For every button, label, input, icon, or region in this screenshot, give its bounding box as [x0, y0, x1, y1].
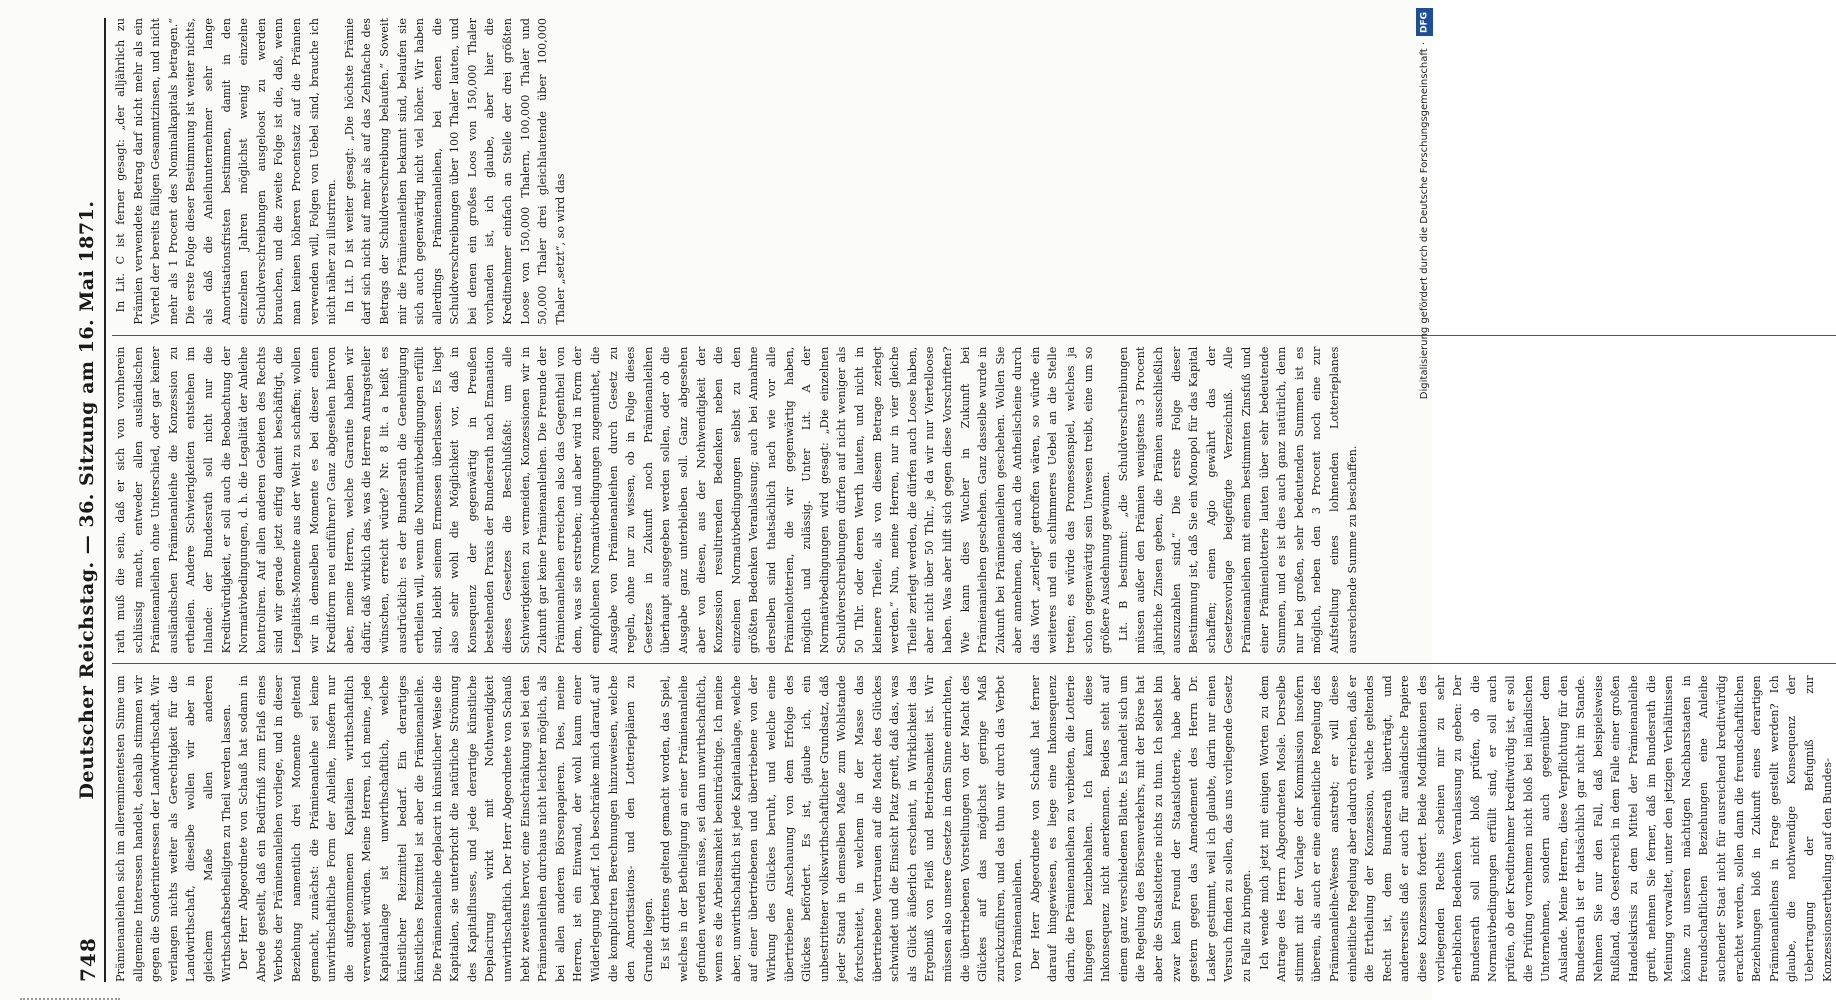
column-1: [112, 675, 1836, 982]
column-3: [112, 18, 1836, 325]
scan-edge-dots: [20, 984, 120, 1000]
column-rule: [112, 663, 1836, 664]
dfg-logo: DFG: [1416, 8, 1433, 36]
running-head: Deutscher Reichstag. — 36. Sitzung am 16. Mai 1871.: [76, 200, 98, 800]
digitization-credit-text: Digitalisierung gefördert durch die Deutsche Forschungsgemeinschaft ·: [1418, 42, 1430, 400]
digitization-credit: [1414, 8, 1434, 908]
column-rule: [112, 335, 1836, 336]
column-2: [112, 347, 1836, 654]
paragraph: In Lit. D ist weiter gesagt: „Die höchste Prämie darf sich nicht auf mehr als auf das Zehnfache des Betrags der Schuldverschreibung belaufen.“ Soweit mir die Prämienanleihen bekannt sind, belaufen sie sich auch gegenwärtig nicht viel höher. Wir haben allerdings Prämienanleihen, bei denen die Schuldverschreibungen über 100 Thaler lauten, und bei denen ein großes Loos von 150,000 Thaler vorhanden ist, ich glaube, aber hier die Kreditnehmer einfach an Stelle der drei größten Loose von 150,000 Thalern, 100,000 Thaler und 50,000 Thaler drei gleichlautende über 100,000 Thaler „setzt“, so wird das: [342, 18, 567, 325]
paragraph: In Lit. C ist ferner gesagt: „der alljährlich zu Prämien verwendete Betrag darf nicht mehr als ein Viertel der bereits fälligen Gesammtzinsen, und nicht mehr als 1 Procent des Nominalkapitals betragen.“ Die erste Folge dieser Bestimmung ist weiter nichts, als daß die Anleihunternehmer sehr lange Amortisationsfristen bestimmen, damit in den einzelnen Jahren möglichst wenig einzelne Schuldverschreibungen ausgeloost zu werden brauchen, und die zweite Folge ist die, daß, wenn man keinen höheren Procentsatz auf die Prämien verwenden will, Folgen von Uebel sind, brauche ich nicht näher zu illustriren.: [114, 18, 339, 325]
paragraph: Prämienanleihen sich im allereminentesten Sinne um allgemeine Interessen handelt, deshalb stimmen wir gegen die Sonderinteressen der Landwirthschaft. Wir verlangen nichts weiter als Gerechtigkeit für die Landwirthschaft, dieselbe wollen wir aber in gleichem Maße allen anderen Wirthschaftsbetheiligten zu Theil werden lassen.: [114, 675, 233, 982]
paragraph: Ich wende mich jetzt mit einigen Worten zu dem Antrage des Herrn Abgeordneten Mosle. Derselbe stimmt mit der Vorlage der Kommission insofern überein, als auch er eine einheitliche Regelung des Prämienanleihe-Wesens anstrebt; er will diese einheitliche Regelung aber dadurch erreichen, daß er die Ertheilung der Konzession, welche geltendes Recht ist, dem Bundesrath überträgt, und andererseits daß er auch für ausländische Papiere diese Konzession fordert. Beide Modifikationen des vorliegenden Rechts scheinen mir zu sehr erheblichen Bedenken Veranlassung zu geben: Der Bundesrath soll nicht bloß prüfen, ob die Normativbedingungen erfüllt sind, er soll auch prüfen, ob der Kreditnehmer kreditwürdig ist, er soll die Prüfung vornehmen nicht bloß bei inländischen Unternehmen, sondern auch gegenüber dem Auslande. Meine Herren, diese Verpflichtung für den Bundesrath ist er thatsächlich gar nicht im Stande. Nehmen Sie nur den Fall, daß beispielsweise Rußland, das Oesterreich in dem Falle einer großen Handelskrisis zu dem Mittel der Prämienanleihe greift, nehmen Sie ferner, daß im Bundesrath die Meinung vorwaltet, unter den jetzigen Verhältnissen könne zu unseren mächtigen Nachbarstaaten in freundschaftlichen Beziehungen eine Anleihe suchender Staat nicht für ausreichend kreditwürdig erachtet werden, sollen dann die freundschaftlichen Beziehungen bloß in Zukunft eines derartigen Prämienanleihens in Frage gestellt werden? Ich glaube, die nothwendige Konsequenz der Uebertragung der Befugniß zur Konzessionsertheilung auf den Bundes-: [1257, 675, 1834, 982]
paragraph: Der Herr Abgeordnete von Schauß hat sodann in Abrede gestellt, daß ein Bedürfniß zum Erlaß eines Verbots der Prämienanleihen vorliege, und in dieser Beziehung namentlich drei Momente geltend gemacht, zunächst: die Prämienanleihe sei keine unwirthschaftliche Form der Anleihe, insofern nur die aufgenommenen Kapitalien wirthschaftlich verwendet würden. Meine Herren, ich meine, jede Kapitalanlage ist unwirthschaftlich, welche künstlicher Reizmittel bedarf. Ein derartiges künstliches Reizmittel ist aber die Prämienanleihe. Die Prämienanleihe deplacirt in künstlicher Weise die Kapitalien, sie unterbricht die natürliche Strömung des Kapitalflusses, und jede derartige künstliche Deplacirung wirkt mit Nothwendigkeit unwirthschaftlich. Der Herr Abgeordnete von Schauß hebt zweitens hervor, eine Einschränkung sei bei den Prämienanleihen durchaus nicht leichter möglich, als bei allen anderen Börsenpapieren. Dies, meine Herren, ist ein Einwand, der wohl kaum einer Widerlegung bedarf. Ich beschränke mich darauf, auf die komplicirten Berechnungen hinzuweisen, welche den Amortisations- und den Lotterieplänen zu Grunde liegen.: [237, 675, 655, 982]
paragraph: Der Herr Abgeordnete von Schauß hat ferner darauf hingewiesen, es liege eine Inkonsequenz darin, die Prämienanleihen zu verbieten, die Lotterie hingegen beizubehalten. Ich kann diese Inkonsequenz nicht anerkennen. Beides steht auf einem ganz verschiedenen Blatte. Es handelt sich um die Regelung des Börsenverkehrs, mit der Börse hat aber die Staatslotterie nichts zu thun. Ich selbst bin zwar kein Freund der Staatslotterie, habe aber gestern gegen das Amendement des Herrn Dr. Lasker gestimmt, weil ich glaubte, darin nur einen Versuch finden zu sollen, das uns vorliegende Gesetz zu Falle zu bringen.: [1028, 675, 1253, 982]
paragraph: Es ist drittens geltend gemacht worden, das Spiel, welches in der Betheiligung an einer Prämienanleihe gefunden werden müsse, sei dann unwirthschaftlich, wenn es die Arbeitsamkeit beeinträchtige. Ich meine aber, unwirthschaftlich ist jede Kapitalanlage, welche auf einer übertriebenen und übertriebene von der Wirkung des Glückes beruht, und welche eine übertriebene Anschauung von dem Erfolge des Glückes befördert. Es ist, glaube ich, ein unbestrittener volkswirthschaftlicher Grundsatz, daß jeder Stand in demselben Maße zum Wohlstande fortschreitet, in welchem in der Masse das übertriebene Vertrauen auf die Macht des Glückes schwindet und die Einsicht Platz greift, daß das, was als Glück äußerlich erscheint, in Wirklichkeit das Ergebniß von Fleiß und Betriebsamkeit ist. Wir müssen also unsere Gesetze in dem Sinne einrichten, die übertriebenen Vorstellungen von der Macht des Glückes auf das möglichst geringe Maß zurückzuführen, und das thun wir durch das Verbot von Prämienanleihen.: [659, 675, 1025, 982]
page-header: [68, 18, 106, 982]
paragraph: Lit. B bestimmt: „die Schuldverschreibungen müssen außer den Prämien wenigstens 3 Procent jährliche Zinsen geben, die Prämien ausschließlich auszuzahlen sind.“ Die erste Folge dieser Bestimmung ist, daß Sie ein Monopol für das Kapital schaffen; einen Agio gewährt das der Gesetzesvorlage beigefügte Verzeichniß. Alle Prämienanleihen mit einem bestimmten Zinsfuß und einer Prämienlotterie lauten über sehr bedeutende Summen, und es ist dies auch ganz natürlich, denn nur bei großen, sehr bedeutenden Summen ist es möglich, neben den 3 Procent noch eine zur Aufstellung eines lohnenden Lotterieplanes ausreichende Summe zu beschaffen.: [1116, 346, 1359, 654]
page-number: 748: [76, 937, 100, 982]
paragraph: rath muß die sein, daß er sich von vornherein schlüssig macht, entweder allen ausländischen Prämienanleihen ohne Unterschied, oder gar keiner ausländischen Prämienanleihe die Konzession zu ertheilen. Andere Schwierigkeiten entstehen im Inlande: der Bundesrath soll nicht nur die Kreditwürdigkeit, er soll auch die Beobachtung der Normativbedingungen, d. h. die Legalität der Anleihe kontroliren. Auf allen anderen Gebieten des Rechts sind wir gerade jetzt eifrig damit beschäftigt, die Legalitäts-Momente aus der Welt zu schaffen; wollen wir in demselben Momente es bei dieser einen Kreditform neu einführen? Ganz abgesehen hiervon aber, meine Herren, welche Garantie haben wir dafür, daß wirklich das, was die Herren Antragsteller wünschen, erreicht würde? Nr. 8 lit. a heißt es ausdrücklich: es der Bundesrath die Genehmigung ertheilen will, wenn die Normativbedingungen erfüllt sind, bleibt seinem Ermessen überlassen. Es liegt also sehr wohl die Möglichkeit vor, daß in Konsequenz der gegenwärtig in Preußen bestehenden Praxis der Bundesrath nach Emanation dieses Gesetzes die Beschlußfaßt: um alle Schwierigkeiten zu vermeiden, Konzessionen wir in Zukunft gar keine Prämienanleihen. Die Freunde der Prämienanleihen erreichen also das Gegentheil von dem, was sie erstreben; und aber wird in Form der empfohlenen Normativbedingungen zugemuthet, die Ausgabe von Prämienanleihen durch Gesetz zu regeln, ohne nur zu wissen, ob in Folge dieses Gesetzes in Zukunft noch Prämienanleihen überhaupt ausgegeben werden sollen, oder ob die Ausgabe ganz unterbleiben soll. Ganz abgesehen aber von diesen, aus der Nothwendigkeit der Konzession resultirenden Bedenken neben die einzelnen Normativbedingungen selbst zu den größten Bedenken Veranlassung; auch bei Annahme derselben sind thatsächlich nach wie vor alle Prämienlotterien, die wir gegenwärtig haben, möglich und zulässig. Unter Lit. A der Normativbedingungen wird gesagt: „Die einzelnen Schuldverschreibungen dürfen auf nicht weniger als 50 Thlr. oder deren Werth lauten, und nicht in kleinere Theile, als von diesem Betrage zerlegt werden.“ Nun, meine Herren, nur in vier gleiche Theile zerlegt werden, die dürfen auch Loose haben, aber nicht über 50 Thlr., je da wir nur Viertelloose haben. Was aber hilft sich gegen diese Vorschriften? Wie kann dies Wucher in Zukunft bei Prämienanleihen geschehen. Ganz dasselbe wurde in Zukunft bei Prämienanleihen geschehen. Wollen Sie aber annehmen, daß auch die Antheilscheine durch das Wort „zerlegt“ getroffen wären, so würde ein weiteres und ein schlimmeres Uebel an die Stelle treten; es würde das Promessenspiel, welches ja schon gegenwärtig sein Unwesen treibt, eine um so größere Ausdehnung gewinnen.: [114, 346, 1113, 654]
